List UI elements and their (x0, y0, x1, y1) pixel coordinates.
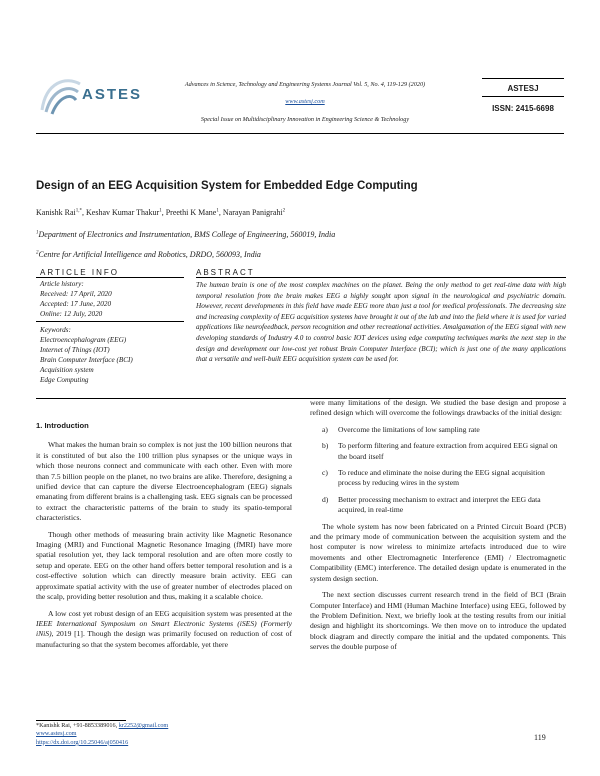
header-box-mid-rule (482, 96, 564, 97)
online-date: Online: 12 July, 2020 (40, 310, 103, 318)
list-item: b) To perform filtering and feature extraction from acquired EEG signal on the board itself (322, 441, 558, 461)
conference-name: IEEE International Symposium on Smart Electronic Systems (iSES) (Formerly iNiS), (36, 618, 292, 639)
list-item: d) Better processing mechanism to extract and interpret the EEG data acquired, in real-time (322, 494, 541, 515)
issn: ISSN: 2415-6698 (492, 104, 554, 113)
intro-paragraph-2: Though other methods of measuring brain activity like Magnetic Resonance Imaging (MRI) and Functional Magnetic Resonance Imaging (fMRI) have more spatial resolution yet, they lack temporal resolution and are often more costly to setup and operate. EEG on the other hand offers better temporal resolution and is a cost-effective solution which can directly measure brain activity. EEG can approximate spatial activity with the use of greater number of electrodes placed on the scalp, providing better resolution and thus, making it a scalable choice. (36, 529, 292, 602)
page-number: 119 (534, 733, 546, 742)
doi-link[interactable]: https://dx.doi.org/10.25046/aj050416 (36, 738, 129, 746)
drawbacks-list (310, 425, 566, 516)
author-list: Kanishk Rai$^{1,*}$, Keshav Kumar Thakur$^1$, Preethi K Mane$^1$, Narayan Panigrahi$^2$ (36, 208, 286, 217)
intro-paragraph-3: A low cost yet robust design of an EEG acquisition system was presented at the IEEE International Symposium on Smart Electronic Systems (iSES) (Formerly iNiS), 2019 [1]. Though the design was primarily focused on reduction of cost of manufacturing so that the system becomes affordable, yet there (36, 608, 292, 649)
right-intro-paragraph: were many limitations of the design. We studied the base design and propose a refined design which will overcome the followings drawbacks of the initial design: (310, 398, 566, 418)
keyword-item: Internet of Things (IOT) (40, 346, 110, 354)
journal-url-link[interactable]: www.astesj.com (285, 98, 325, 105)
keyword-item: Brain Computer Interface (BCI) (40, 356, 133, 364)
keywords-rule (36, 321, 184, 322)
article-history (40, 279, 184, 319)
logo-text: ASTES (82, 86, 143, 103)
affiliation-1: $^1$Department of Electronics and Instrumentation, BMS College of Engineering, 560019, India (36, 230, 336, 239)
paper-title: Design of an EEG Acquisition System for Embedded Edge Computing (36, 180, 418, 192)
intro-paragraph-1: What makes the human brain so complex is not just the 100 billion neurons that it is constituted of but also the 100 trillion plus synapses or the unique ways in which those neurons connect and communicate with each other. Even with more than 7.5 billion people on the planet, no two brains are alike. Therefore, designing a unified device that can capture the diverse Electroencephalogram (EEG) signals emanating from different brains is a challenging task. EEG signals can be processed to extract the characteristic patterns of the brain to study its spatio-temporal characteristics. (36, 440, 292, 523)
footer-journal-url-link[interactable]: www.astesj.com (36, 730, 77, 738)
keywords-label: Keywords: (40, 326, 71, 334)
abstract-label: ABSTRACT (196, 268, 255, 277)
author-email-link[interactable]: kr2252@gmail.com (118, 722, 169, 729)
corresponding-author: *Kanishk Rai, +91-8853389016, kr2252@gmail.com (36, 722, 169, 729)
body-paragraph-next-section: The next section discusses current research trend in the field of BCI (Brain Computer Interface) and HMI (Human Machine Interface) using EEG, followed by the Problem Definition. Next, we briefly look at the testing results from our initial design and highlight its shortcomings. We then move on to introduce the updated block diagram and directly compare the initial and the updated components. This serves the double purpose of (310, 590, 566, 652)
article-info-rule (36, 277, 184, 278)
list-item: c) To reduce and eliminate the noise during the EEG signal acquisition process by reducing wires in the system (322, 468, 545, 488)
received-date: Received: 17 April, 2020 (40, 290, 112, 298)
footnote (36, 722, 286, 747)
header-rule (36, 133, 564, 134)
journal-line: Advances in Science, Technology and Engineering Systems Journal Vol. 5, No. 4, 119-129 (2020) (184, 81, 426, 88)
abstract-rule (196, 277, 566, 278)
footnote-rule (36, 720, 126, 721)
affiliation-2: $^2$Centre for Artificial Intelligence and Robotics, DRDO, 560093, India (36, 250, 261, 259)
section-heading: 1. Introduction (36, 421, 89, 430)
history-label: Article history: (40, 280, 84, 288)
keyword-item: Electroencephalogram (EEG) (40, 336, 127, 344)
header-box-top-rule (482, 78, 564, 79)
keyword-item: Edge Computing (40, 376, 89, 384)
list-item: a) Overcome the limitations of low sampling rate (322, 424, 480, 434)
left-column (36, 421, 292, 656)
accepted-date: Accepted: 17 June, 2020 (40, 300, 112, 308)
keywords-block (40, 325, 184, 385)
right-column (310, 398, 566, 659)
special-issue-line: Special Issue on Multidisciplinary Innovation in Engineering Science & Technology (200, 116, 410, 123)
journal-abbrev: ASTESJ (507, 84, 539, 93)
abstract-text: The human brain is one of the most complex machines on the planet. Being the only method to get real-time data with high temporal resolution from the brain makes EEG a highly sought upon signal in the neurological and psychiatric domain. However, recent developments in this field have made EEG more than just a tool for medical professionals. The decreasing size and increasing complexity of EEG acquisition systems have brought it out of the lab and into the field where it is used for varied applications like neurofeedback, person recognition and other recreational activities. Amalgamation of the EEG signal with new developing standards of Industry 4.0 to control basic IOT devices using edge computing techniques marks the next step in the design and development our low-cost yet robust Brain Computer Interface (BCI); which is just one of the many applications that a versatile and well-built EEG acquisition system can be used for. (196, 281, 566, 364)
body-paragraph-pcb: The whole system has now been fabricated on a Printed Circuit Board (PCB) and the primary mode of communication between the acquisition system and the host computer is now wireless to minimize artefacts introduced due to wire movements and other Electromagnetic Interference (EMI) / Electromagnetic Compatibility (EMC) interference. The detailed design update is enumerated in the system design section. (310, 521, 566, 583)
keyword-item: Acquisition system (40, 366, 94, 374)
article-info-label: ARTICLE INFO (40, 268, 119, 277)
logo-mark-icon (42, 81, 80, 114)
